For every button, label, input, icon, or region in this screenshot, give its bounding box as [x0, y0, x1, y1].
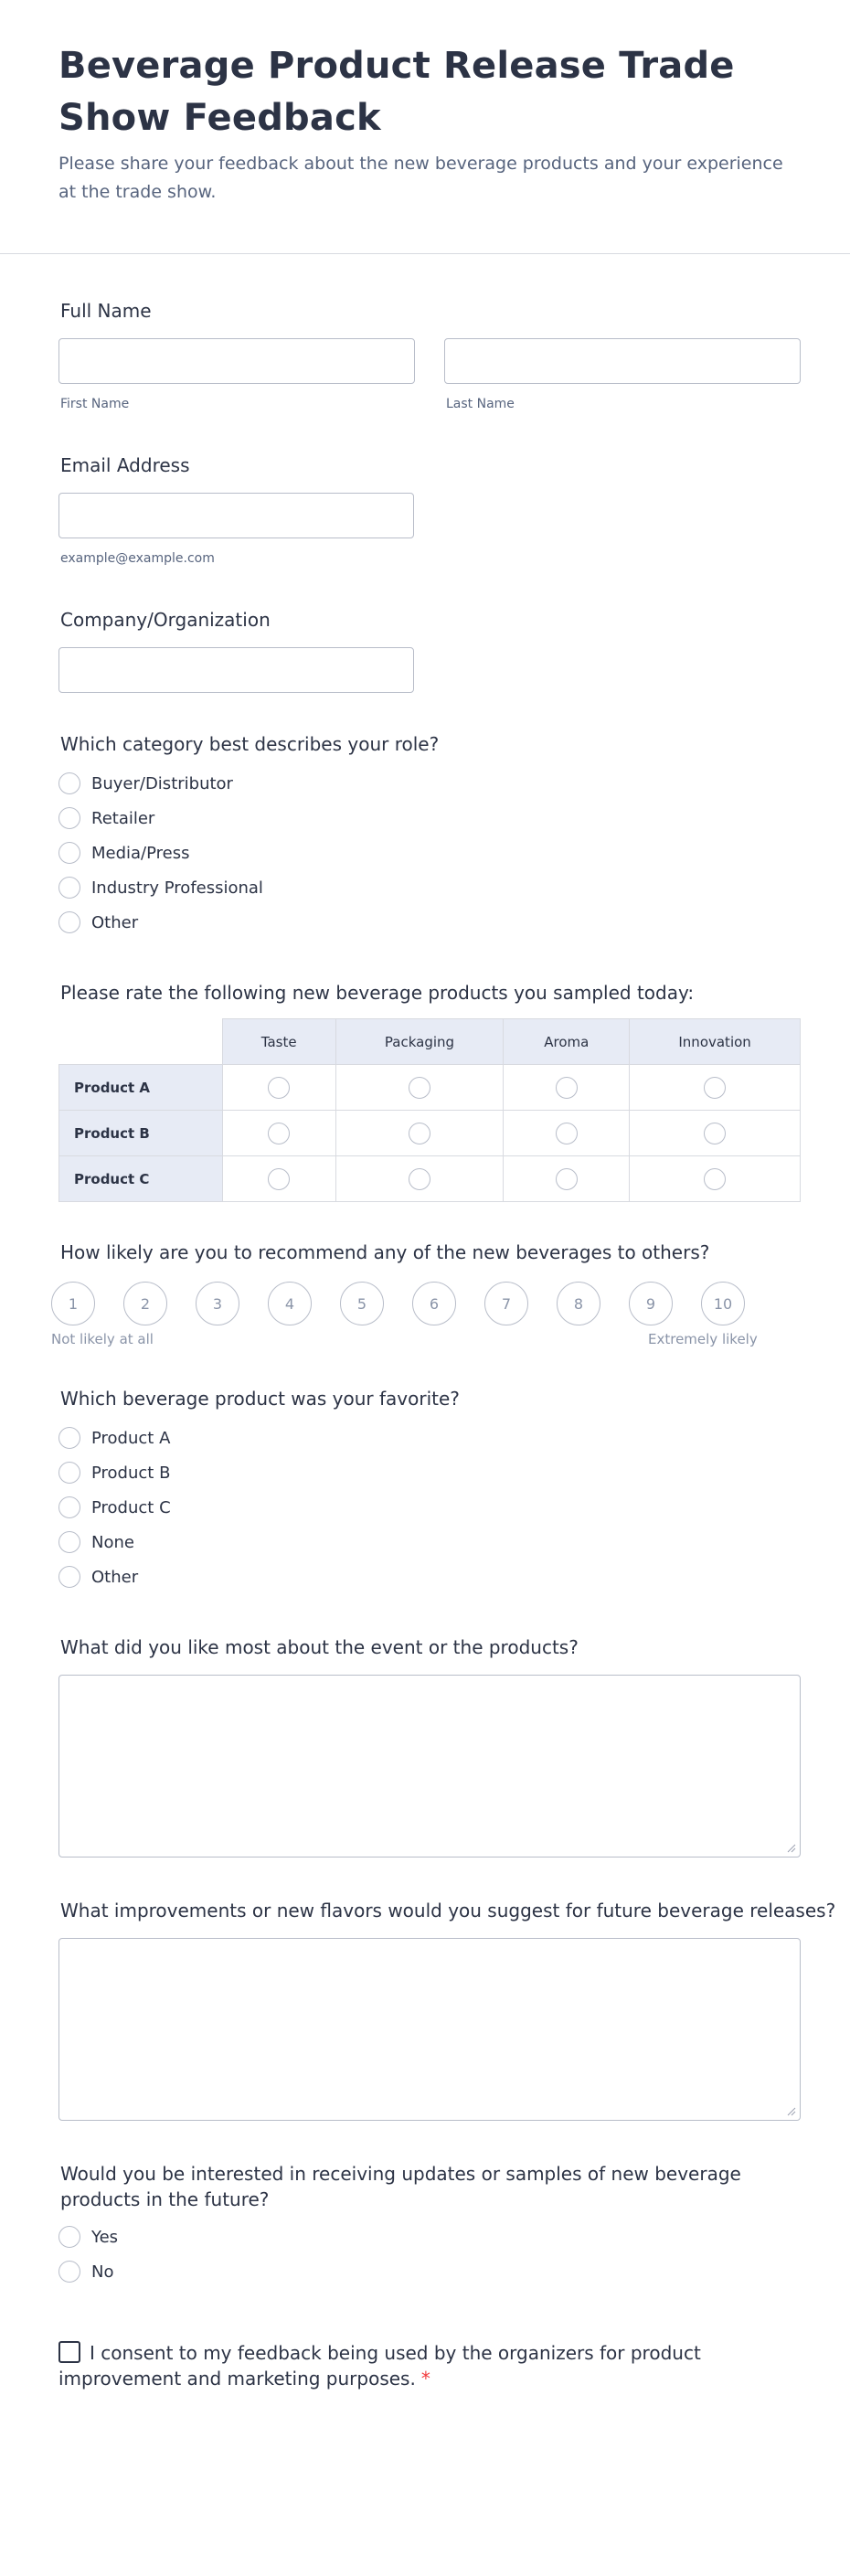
scale-option-5[interactable]: 5	[340, 1282, 384, 1325]
radio-button[interactable]	[58, 772, 80, 794]
matrix-radio[interactable]	[556, 1123, 578, 1144]
email-label: Email Address	[60, 454, 190, 476]
matrix-column-header: Aroma	[504, 1019, 630, 1065]
company-label: Company/Organization	[60, 609, 271, 631]
last-name-sublabel: Last Name	[446, 397, 515, 411]
favorite-option-a[interactable]	[58, 1426, 170, 1450]
radio-button[interactable]	[58, 911, 80, 933]
radio-button[interactable]	[58, 807, 80, 829]
consent-checkbox[interactable]	[58, 2341, 80, 2363]
role-option-other[interactable]	[58, 910, 138, 934]
role-option-label: Retailer	[91, 808, 155, 828]
matrix-radio[interactable]	[556, 1077, 578, 1099]
consent-text: I consent to my feedback being used by the organizers for product improvement and marketing purposes.	[58, 2342, 701, 2390]
favorite-option-label: Product A	[91, 1428, 171, 1448]
rating-matrix	[58, 1018, 801, 1202]
updates-label: Would you be interested in receiving updates or samples of new beverage products in the future?	[60, 2163, 741, 2210]
first-name-input[interactable]	[58, 338, 415, 384]
scale-option-8[interactable]: 8	[557, 1282, 600, 1325]
email-input[interactable]	[58, 493, 414, 538]
scale-option-1[interactable]: 1	[51, 1282, 95, 1325]
improvements-textarea[interactable]	[58, 1938, 801, 2121]
updates-option-no[interactable]	[58, 2260, 113, 2283]
matrix-radio[interactable]	[268, 1077, 290, 1099]
role-option-label: Buyer/Distributor	[91, 773, 233, 793]
scale-option-3[interactable]: 3	[196, 1282, 239, 1325]
scale-option-4[interactable]: 4	[268, 1282, 312, 1325]
matrix-row-label: Product B	[59, 1111, 223, 1156]
favorite-option-label: None	[91, 1532, 134, 1552]
matrix-corner	[59, 1019, 223, 1065]
page-subtitle: Please share your feedback about the new beverage products and your experience at the trade show.	[58, 154, 783, 202]
matrix-column-header: Packaging	[335, 1019, 504, 1065]
matrix-row-label: Product C	[59, 1156, 223, 1202]
resize-grip-icon[interactable]	[787, 1844, 796, 1853]
favorite-option-other[interactable]	[58, 1565, 138, 1589]
matrix-column-header: Innovation	[630, 1019, 801, 1065]
matrix-radio[interactable]	[704, 1123, 726, 1144]
matrix-radio[interactable]	[409, 1123, 430, 1144]
matrix-row	[59, 1156, 801, 1202]
updates-option-yes[interactable]	[58, 2225, 118, 2249]
scale-option-2[interactable]: 2	[123, 1282, 167, 1325]
scale-option-9[interactable]: 9	[629, 1282, 673, 1325]
form-header	[0, 0, 850, 254]
email-sublabel: example@example.com	[60, 551, 215, 566]
favorite-option-label: Product B	[91, 1463, 171, 1483]
role-option-label: Other	[91, 912, 139, 932]
matrix-radio[interactable]	[704, 1077, 726, 1099]
matrix-radio[interactable]	[556, 1168, 578, 1190]
scale-option-7[interactable]: 7	[484, 1282, 528, 1325]
favorite-option-none[interactable]	[58, 1530, 134, 1554]
matrix-row	[59, 1111, 801, 1156]
scale-low-caption: Not likely at all	[51, 1331, 154, 1347]
matrix-radio[interactable]	[704, 1168, 726, 1190]
improvements-label: What improvements or new flavors would you suggest for future beverage releases?	[60, 1900, 836, 1921]
matrix-radio[interactable]	[268, 1123, 290, 1144]
required-marker: *	[420, 2368, 430, 2390]
favorite-option-c[interactable]	[58, 1496, 171, 1519]
radio-button[interactable]	[58, 842, 80, 864]
scale-high-caption: Extremely likely	[648, 1331, 758, 1347]
favorite-option-label: Product C	[91, 1497, 171, 1517]
role-option-media[interactable]	[58, 841, 190, 865]
radio-button[interactable]	[58, 2226, 80, 2248]
page-title: Beverage Product Release Trade Show Feedback	[58, 45, 735, 139]
role-label: Which category best describes your role?	[60, 733, 440, 755]
radio-button[interactable]	[58, 1427, 80, 1449]
matrix-radio[interactable]	[409, 1077, 430, 1099]
matrix-row-label: Product A	[59, 1065, 223, 1111]
role-option-label: Industry Professional	[91, 878, 263, 898]
radio-button[interactable]	[58, 2261, 80, 2283]
scale-option-10[interactable]: 10	[701, 1282, 745, 1325]
last-name-input[interactable]	[444, 338, 801, 384]
role-option-label: Media/Press	[91, 843, 190, 863]
recommend-label: How likely are you to recommend any of the new beverages to others?	[60, 1241, 710, 1263]
favorite-option-label: Other	[91, 1567, 139, 1587]
recommend-scale	[51, 1282, 764, 1327]
matrix-radio[interactable]	[409, 1168, 430, 1190]
radio-button[interactable]	[58, 1531, 80, 1553]
role-option-industry[interactable]	[58, 876, 263, 899]
role-option-retailer[interactable]	[58, 806, 154, 830]
radio-button[interactable]	[58, 1566, 80, 1588]
full-name-label: Full Name	[60, 300, 152, 322]
liked-most-textarea[interactable]	[58, 1675, 801, 1857]
scale-option-6[interactable]: 6	[412, 1282, 456, 1325]
favorite-label: Which beverage product was your favorite?	[60, 1388, 460, 1410]
role-option-buyer[interactable]	[58, 772, 233, 795]
matrix-radio[interactable]	[268, 1168, 290, 1190]
radio-button[interactable]	[58, 1496, 80, 1518]
liked-most-label: What did you like most about the event or the products?	[60, 1636, 579, 1658]
radio-button[interactable]	[58, 1462, 80, 1484]
radio-button[interactable]	[58, 877, 80, 899]
rating-label: Please rate the following new beverage products you sampled today:	[60, 982, 695, 1004]
matrix-row	[59, 1065, 801, 1111]
consent-field	[58, 2340, 801, 2391]
matrix-column-header: Taste	[222, 1019, 335, 1065]
updates-option-label: No	[91, 2262, 114, 2282]
company-input[interactable]	[58, 647, 414, 693]
updates-option-label: Yes	[91, 2227, 119, 2247]
favorite-option-b[interactable]	[58, 1461, 170, 1485]
resize-grip-icon[interactable]	[787, 2107, 796, 2116]
first-name-sublabel: First Name	[60, 397, 130, 411]
